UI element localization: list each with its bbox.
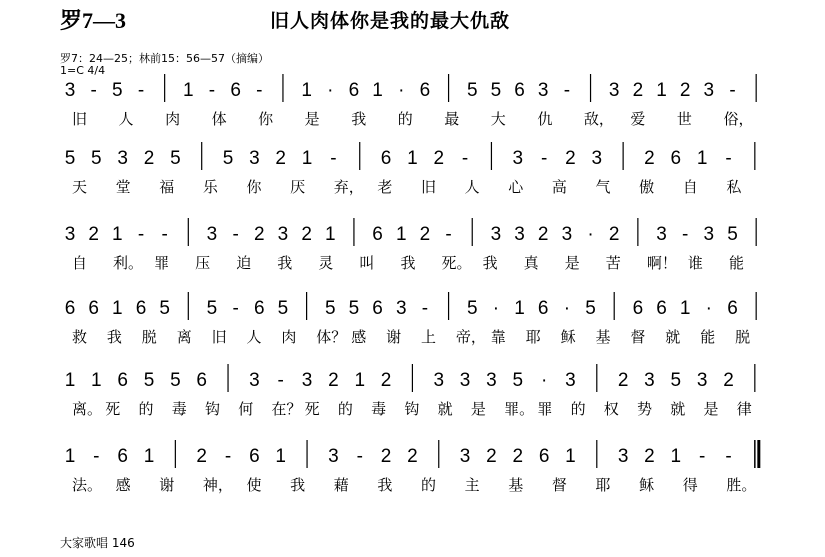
note: 6	[514, 80, 525, 101]
lyric-syllable: 我	[277, 254, 293, 272]
note: 2	[537, 224, 549, 245]
note: 2	[143, 148, 155, 169]
lyric-syllable: 感	[115, 476, 131, 494]
note: 6	[230, 80, 241, 101]
lyric-syllable: 罪	[537, 400, 553, 418]
note: 2	[380, 370, 392, 391]
note: 3	[301, 370, 313, 391]
lyric-syllable: 啊！	[646, 254, 677, 272]
lyric-syllable: 体	[211, 110, 227, 128]
lyric-syllable: 使	[246, 476, 262, 494]
note: 6	[670, 148, 682, 169]
lyric-syllable: 死。	[441, 254, 472, 272]
note: 5	[490, 80, 502, 101]
note: 1	[112, 224, 123, 245]
lyric-syllable: 仇	[537, 110, 553, 128]
note: 3	[608, 80, 620, 101]
note: 3	[64, 80, 76, 101]
note: 6	[196, 370, 207, 391]
lyric-syllable: 我	[482, 254, 498, 272]
note: 5	[585, 298, 596, 319]
note: 6	[253, 298, 265, 319]
note: ·	[563, 298, 571, 319]
lyric-syllable: 自	[682, 178, 698, 196]
lyric-syllable: 旧	[421, 178, 437, 196]
lyric-syllable: 何	[238, 400, 254, 418]
lyric-syllable: 傲	[639, 178, 655, 196]
note: 1	[372, 80, 383, 101]
lyric-syllable: 利。	[113, 254, 144, 272]
lyric-syllable: 最	[444, 110, 460, 128]
lyric-syllable: 是	[304, 110, 320, 128]
note: ·	[705, 298, 713, 319]
note: 3	[249, 148, 260, 169]
lyric-syllable: 在？	[271, 400, 302, 418]
hymn-number: 罗7—3	[60, 8, 127, 33]
lyric-syllable: 藉	[333, 476, 349, 494]
lyric-syllable: 基	[595, 328, 611, 346]
lyric-syllable: 压	[195, 254, 211, 272]
lyric-syllable: 死	[304, 400, 320, 418]
lyric-syllable: 钩	[404, 400, 420, 418]
note: -	[563, 80, 571, 101]
note: 2	[407, 446, 418, 467]
note: 1	[407, 148, 418, 169]
lyric-syllable: 毒	[371, 400, 387, 418]
note: 1	[301, 148, 313, 169]
lyric-syllable: 脱	[141, 328, 157, 346]
note: 1	[670, 446, 682, 467]
lyric-syllable: 就	[670, 400, 686, 418]
note: 2	[419, 224, 431, 245]
note: 2	[301, 224, 312, 245]
lyric-syllable: 的	[138, 400, 154, 418]
note: 3	[537, 80, 549, 101]
note: 1	[565, 446, 576, 467]
note: 3	[514, 224, 525, 245]
lyric-syllable: 主	[464, 476, 480, 494]
note: 1	[91, 370, 102, 391]
note: 2	[253, 224, 265, 245]
note: 5	[222, 148, 234, 169]
note: 3	[277, 224, 289, 245]
note: -	[137, 80, 145, 101]
note: 1	[143, 446, 155, 467]
note: -	[224, 446, 232, 467]
lyric-syllable: 你	[246, 178, 262, 196]
lyric-syllable: 旧	[211, 328, 227, 346]
note: 6	[64, 298, 76, 319]
note: 5	[466, 298, 478, 319]
hymn-title: 旧人肉体你是我的最大仇敌	[270, 10, 511, 32]
note: 1	[514, 298, 525, 319]
lyric-syllable: 势	[637, 400, 653, 418]
note: 2	[679, 80, 691, 101]
lyric-syllable: 能	[700, 328, 716, 346]
note: 2	[617, 370, 629, 391]
lyric-syllable: 罪	[154, 254, 170, 272]
note: 1	[696, 148, 708, 169]
note: 3	[644, 370, 655, 391]
note: 2	[433, 148, 445, 169]
note: ·	[587, 224, 594, 245]
lyric-syllable: 罪。	[504, 400, 535, 418]
note: -	[256, 80, 263, 101]
lyric-syllable: 我	[400, 254, 416, 272]
note: 5	[159, 298, 170, 319]
lyric-syllable: 是	[470, 400, 486, 418]
lyric-syllable: 钩	[204, 400, 220, 418]
note: 3	[206, 224, 218, 245]
lyric-syllable: 苦	[605, 254, 621, 272]
note: 6	[88, 298, 99, 319]
note: -	[356, 446, 363, 467]
note: 5	[64, 148, 76, 169]
note: -	[725, 148, 732, 169]
lyric-syllable: 离	[176, 328, 192, 346]
lyric-syllable: 毒	[171, 400, 187, 418]
note: 1	[324, 224, 336, 245]
note: 5	[170, 148, 181, 169]
lyric-syllable: 气	[595, 178, 611, 196]
note: 6	[372, 224, 383, 245]
note: 2	[644, 148, 655, 169]
note: -	[461, 148, 469, 169]
note: 3	[591, 148, 603, 169]
note: 5	[112, 80, 123, 101]
lyric-syllable: 谢	[386, 328, 402, 346]
note: 6	[656, 298, 667, 319]
note: 1	[656, 80, 667, 101]
lyric-syllable: 我	[351, 110, 367, 128]
lyric-syllable: 是	[703, 400, 719, 418]
lyric-syllable: 体？	[316, 328, 347, 346]
note: -	[232, 298, 239, 319]
note: 3	[433, 370, 445, 391]
note: 3	[696, 370, 708, 391]
note: 3	[617, 446, 629, 467]
lyric-syllable: 人	[118, 110, 134, 128]
lyric-syllable: 耶	[525, 328, 541, 346]
note: 5	[348, 298, 360, 319]
note: 3	[512, 148, 524, 169]
lyric-syllable: 我	[377, 476, 393, 494]
note: 2	[723, 370, 734, 391]
note: 6	[117, 446, 128, 467]
note: -	[161, 224, 168, 245]
note: -	[540, 148, 548, 169]
note: 6	[117, 370, 128, 391]
note: 6	[538, 446, 550, 467]
lyric-syllable: 敌，	[583, 110, 614, 128]
source-footer: 大家歌唱 146	[60, 536, 135, 550]
lyric-syllable: 就	[665, 328, 681, 346]
note: -	[277, 370, 284, 391]
note: ·	[398, 80, 405, 101]
lyric-syllable: 乐	[202, 178, 218, 196]
lyric-syllable: 法。	[72, 476, 103, 494]
note: 5	[466, 80, 478, 101]
note: 1	[112, 298, 123, 319]
note: 1	[395, 224, 407, 245]
lyric-syllable: 权	[603, 400, 619, 418]
lyric-syllable: 胜。	[726, 476, 757, 494]
lyric-syllable: 自	[72, 254, 88, 272]
lyric-syllable: 旧	[72, 110, 88, 128]
lyric-syllable: 脱	[735, 328, 751, 346]
note: -	[208, 80, 216, 101]
lyric-syllable: 厌	[290, 178, 306, 196]
note: 2	[88, 224, 99, 245]
note: 5	[91, 148, 102, 169]
note: 3	[64, 224, 76, 245]
note: 6	[727, 298, 738, 319]
note: 2	[486, 446, 497, 467]
lyric-syllable: 救	[72, 328, 88, 346]
note: 2	[644, 446, 655, 467]
note: 5	[277, 298, 289, 319]
lyric-syllable: 得	[682, 476, 698, 494]
note: -	[93, 446, 100, 467]
lyric-syllable: 大	[490, 110, 506, 128]
lyric-syllable: 我	[290, 476, 306, 494]
lyric-syllable: 的	[337, 400, 353, 418]
lyric-syllable: 灵	[318, 254, 334, 272]
note: ·	[327, 80, 334, 101]
lyric-syllable: 是	[564, 254, 580, 272]
note: 2	[632, 80, 644, 101]
note: 3	[565, 370, 576, 391]
note: 6	[249, 446, 260, 467]
lyric-syllable: 感	[351, 328, 367, 346]
lyric-syllable: 律	[736, 400, 752, 418]
lyric-syllable: 俗，	[723, 110, 754, 128]
lyric-syllable: 基	[508, 476, 524, 494]
note: 1	[183, 80, 194, 101]
note: 2	[608, 224, 620, 245]
note: -	[330, 148, 337, 169]
lyric-syllable: 谢	[159, 476, 175, 494]
lyric-syllable: 就	[437, 400, 453, 418]
note: -	[682, 224, 689, 245]
note: 6	[537, 298, 549, 319]
note: 3	[117, 148, 128, 169]
lyric-syllable: 上	[421, 328, 437, 346]
lyric-syllable: 福	[159, 178, 175, 196]
note: 5	[170, 370, 181, 391]
lyric-syllable: 靠	[490, 328, 506, 346]
note: 3	[486, 370, 497, 391]
lyric-syllable: 督	[630, 328, 646, 346]
lyric-syllable: 弃，	[333, 178, 364, 196]
note: ·	[540, 370, 548, 391]
note: 2	[196, 446, 207, 467]
lyric-syllable: 能	[728, 254, 744, 272]
note: 1	[64, 446, 76, 467]
lyric-syllable: 人	[246, 328, 262, 346]
note: 2	[380, 446, 392, 467]
lyric-syllable: 耶	[595, 476, 611, 494]
lyric-syllable: 人	[464, 178, 480, 196]
lyric-syllable: 的	[397, 110, 413, 128]
lyric-syllable: 堂	[115, 178, 131, 196]
lyric-syllable: 离。	[72, 400, 103, 418]
note: 3	[395, 298, 407, 319]
lyric-syllable: 的	[421, 476, 437, 494]
scripture-reference: 罗7：24—25；林前15：56—57（摘编）	[60, 52, 269, 65]
lyric-syllable: 迫	[236, 254, 252, 272]
lyric-syllable: 督	[551, 476, 567, 494]
lyric-syllable: 的	[570, 400, 586, 418]
note: 3	[459, 370, 471, 391]
lyric-syllable: 私	[726, 178, 742, 196]
note: 3	[459, 446, 471, 467]
note: 1	[301, 80, 312, 101]
lyric-syllable: 帝，	[455, 328, 486, 346]
note: 1	[679, 298, 691, 319]
lyric-syllable: 真	[523, 254, 539, 272]
lyric-syllable: 稣	[560, 328, 576, 346]
note: 5	[512, 370, 524, 391]
note: -	[421, 298, 429, 319]
note: -	[137, 224, 145, 245]
key-time-signature: 1=C 4/4	[60, 64, 106, 77]
note: 6	[348, 80, 360, 101]
note: 5	[670, 370, 682, 391]
note: 6	[135, 298, 147, 319]
note: 2	[275, 148, 287, 169]
note: 5	[206, 298, 218, 319]
note: 2	[565, 148, 576, 169]
lyric-syllable: 稣	[639, 476, 655, 494]
note: 5	[324, 298, 336, 319]
note: 3	[328, 446, 339, 467]
note: -	[232, 224, 239, 245]
note: 3	[249, 370, 260, 391]
lyric-syllable: 肉	[281, 328, 297, 346]
lyric-syllable: 神，	[202, 476, 233, 494]
note: 1	[64, 370, 76, 391]
note: -	[729, 80, 736, 101]
note: 6	[372, 298, 383, 319]
lyric-syllable: 天	[72, 178, 88, 196]
note: 2	[512, 446, 524, 467]
note: ·	[492, 298, 500, 319]
note: 6	[419, 80, 431, 101]
note: 2	[328, 370, 339, 391]
note: 3	[561, 224, 573, 245]
note: -	[90, 80, 97, 101]
lyric-syllable: 心	[508, 178, 524, 196]
note: 5	[727, 224, 738, 245]
lyric-syllable: 你	[258, 110, 274, 128]
lyric-syllable: 老	[377, 178, 393, 196]
note: -	[698, 446, 706, 467]
lyric-syllable: 高	[551, 178, 567, 196]
lyric-syllable: 爱	[630, 110, 646, 128]
note: 3	[703, 80, 715, 101]
note: 1	[354, 370, 366, 391]
note: 5	[143, 370, 155, 391]
note: 3	[490, 224, 502, 245]
note: 6	[380, 148, 392, 169]
lyric-syllable: 死	[105, 400, 121, 418]
note: 1	[275, 446, 287, 467]
lyric-syllable: 世	[676, 110, 692, 128]
note: 3	[656, 224, 667, 245]
note: 3	[703, 224, 715, 245]
note: 6	[632, 298, 644, 319]
lyric-syllable: 我	[106, 328, 122, 346]
note: -	[725, 446, 732, 467]
lyric-syllable: 叫	[359, 254, 375, 272]
note: -	[445, 224, 452, 245]
lyric-syllable: 肉	[165, 110, 181, 128]
lyric-syllable: 谁	[687, 254, 703, 272]
